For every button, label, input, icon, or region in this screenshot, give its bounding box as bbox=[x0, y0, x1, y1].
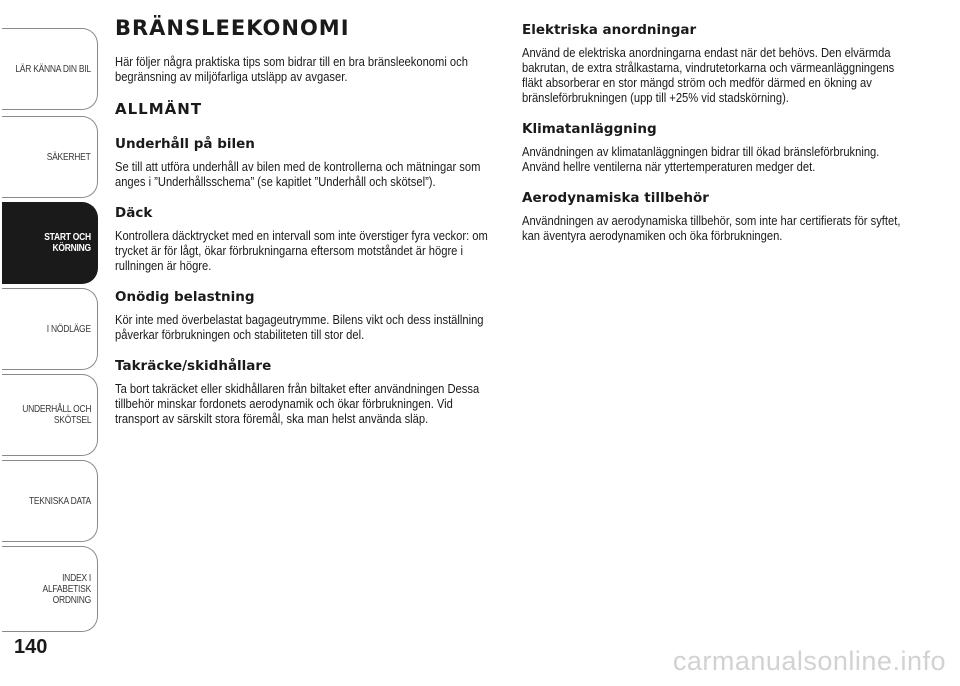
tip-text: Användningen av klimatanläggningen bidrar till ökad bränsleförbrukning. Använd hellre ventilerna när yttertemperaturen medger det. bbox=[522, 144, 880, 174]
right-column bbox=[522, 22, 917, 259]
tip-block bbox=[115, 358, 500, 426]
tab-underhall-och-skotsel[interactable] bbox=[2, 374, 98, 456]
tab-start-och-korning[interactable] bbox=[2, 202, 98, 284]
tip-text: Ta bort takräcket eller skidhållaren från biltaket efter användningen Dessa tillbehör minskar fordonets aerodynamik och ökar förbrukningen. Vid transport av särskilt stora föremål, ska man helst använda släp. bbox=[115, 381, 480, 426]
tip-block bbox=[522, 121, 917, 174]
tab-label: TEKNISKA DATA bbox=[28, 495, 91, 507]
section-title: ALLMÄNT bbox=[115, 100, 203, 118]
tab-label: INDEX I ALFABETISK ORDNING bbox=[42, 572, 91, 606]
tab-i-nodlage[interactable] bbox=[2, 288, 98, 370]
page-title: BRÄNSLEEKONOMI bbox=[115, 16, 350, 40]
tip-text: Kontrollera däcktrycket med en intervall som inte överstiger fyra veckor: om trycket är för lågt, ökar förbrukningarna eftersom motståndet är högre i rullningen är högre. bbox=[115, 228, 488, 273]
tip-heading: Däck bbox=[115, 205, 153, 221]
tab-sakerhet[interactable] bbox=[2, 116, 98, 198]
tip-block bbox=[115, 205, 500, 273]
tab-lar-kanna-din-bil[interactable] bbox=[2, 28, 98, 110]
intro-paragraph: Här följer några praktiska tips som bidrar till en bra bränsleekonomi och begränsning av miljöfarliga utsläpp av avgaser. bbox=[115, 54, 468, 84]
tip-heading: Klimatanläggning bbox=[522, 121, 657, 137]
chapter-sidebar bbox=[2, 0, 100, 640]
tab-label: I NÖDLÄGE bbox=[46, 323, 91, 335]
page-number: 140 bbox=[14, 636, 48, 658]
tip-block bbox=[522, 190, 917, 243]
tab-index-i-alfabetisk-ordning[interactable] bbox=[2, 546, 98, 632]
tab-label: SÄKERHET bbox=[47, 151, 91, 163]
left-column bbox=[115, 16, 500, 442]
tip-heading: Onödig belastning bbox=[115, 289, 255, 305]
tab-label: LÄR KÄNNA DIN BIL bbox=[15, 63, 91, 75]
tip-text: Kör inte med överbelastat bagageutrymme. Bilens vikt och dess inställning påverkar förbrukningen och stabiliteten till stor del. bbox=[115, 312, 484, 342]
tab-label: UNDERHÅLL OCH SKÖTSEL bbox=[21, 404, 91, 426]
tip-heading: Takräcke/skidhållare bbox=[115, 358, 272, 374]
tip-block bbox=[115, 289, 500, 342]
tab-tekniska-data[interactable] bbox=[2, 460, 98, 542]
tip-heading: Underhåll på bilen bbox=[115, 136, 255, 152]
tip-text: Se till att utföra underhåll av bilen med de kontrollerna och mätningar som anges i ”Underhållsschema” (se kapitlet ”Underhåll och skötsel”). bbox=[115, 159, 481, 189]
tab-label: START OCH KÖRNING bbox=[44, 232, 91, 254]
tip-text: Använd de elektriska anordningarna endast när det behövs. Den elvärmda bakrutan, de extra strålkastarna, vindrutetorkarna och värmeanläggningens fläkt absorberar en stor mängd ström och medför därmed en ökning av bränsleförbrukningen (upp till +25% vid stadskörning). bbox=[522, 45, 895, 105]
watermark: carmanualsonline.info bbox=[672, 646, 946, 676]
tip-heading: Elektriska anordningar bbox=[522, 22, 697, 38]
tip-block bbox=[115, 136, 500, 189]
tip-block bbox=[522, 22, 917, 105]
tip-heading: Aerodynamiska tillbehör bbox=[522, 190, 709, 206]
tip-text: Användningen av aerodynamiska tillbehör, som inte har certifierats för syftet, kan äventyra aerodynamiken och öka förbrukningen. bbox=[522, 213, 901, 243]
